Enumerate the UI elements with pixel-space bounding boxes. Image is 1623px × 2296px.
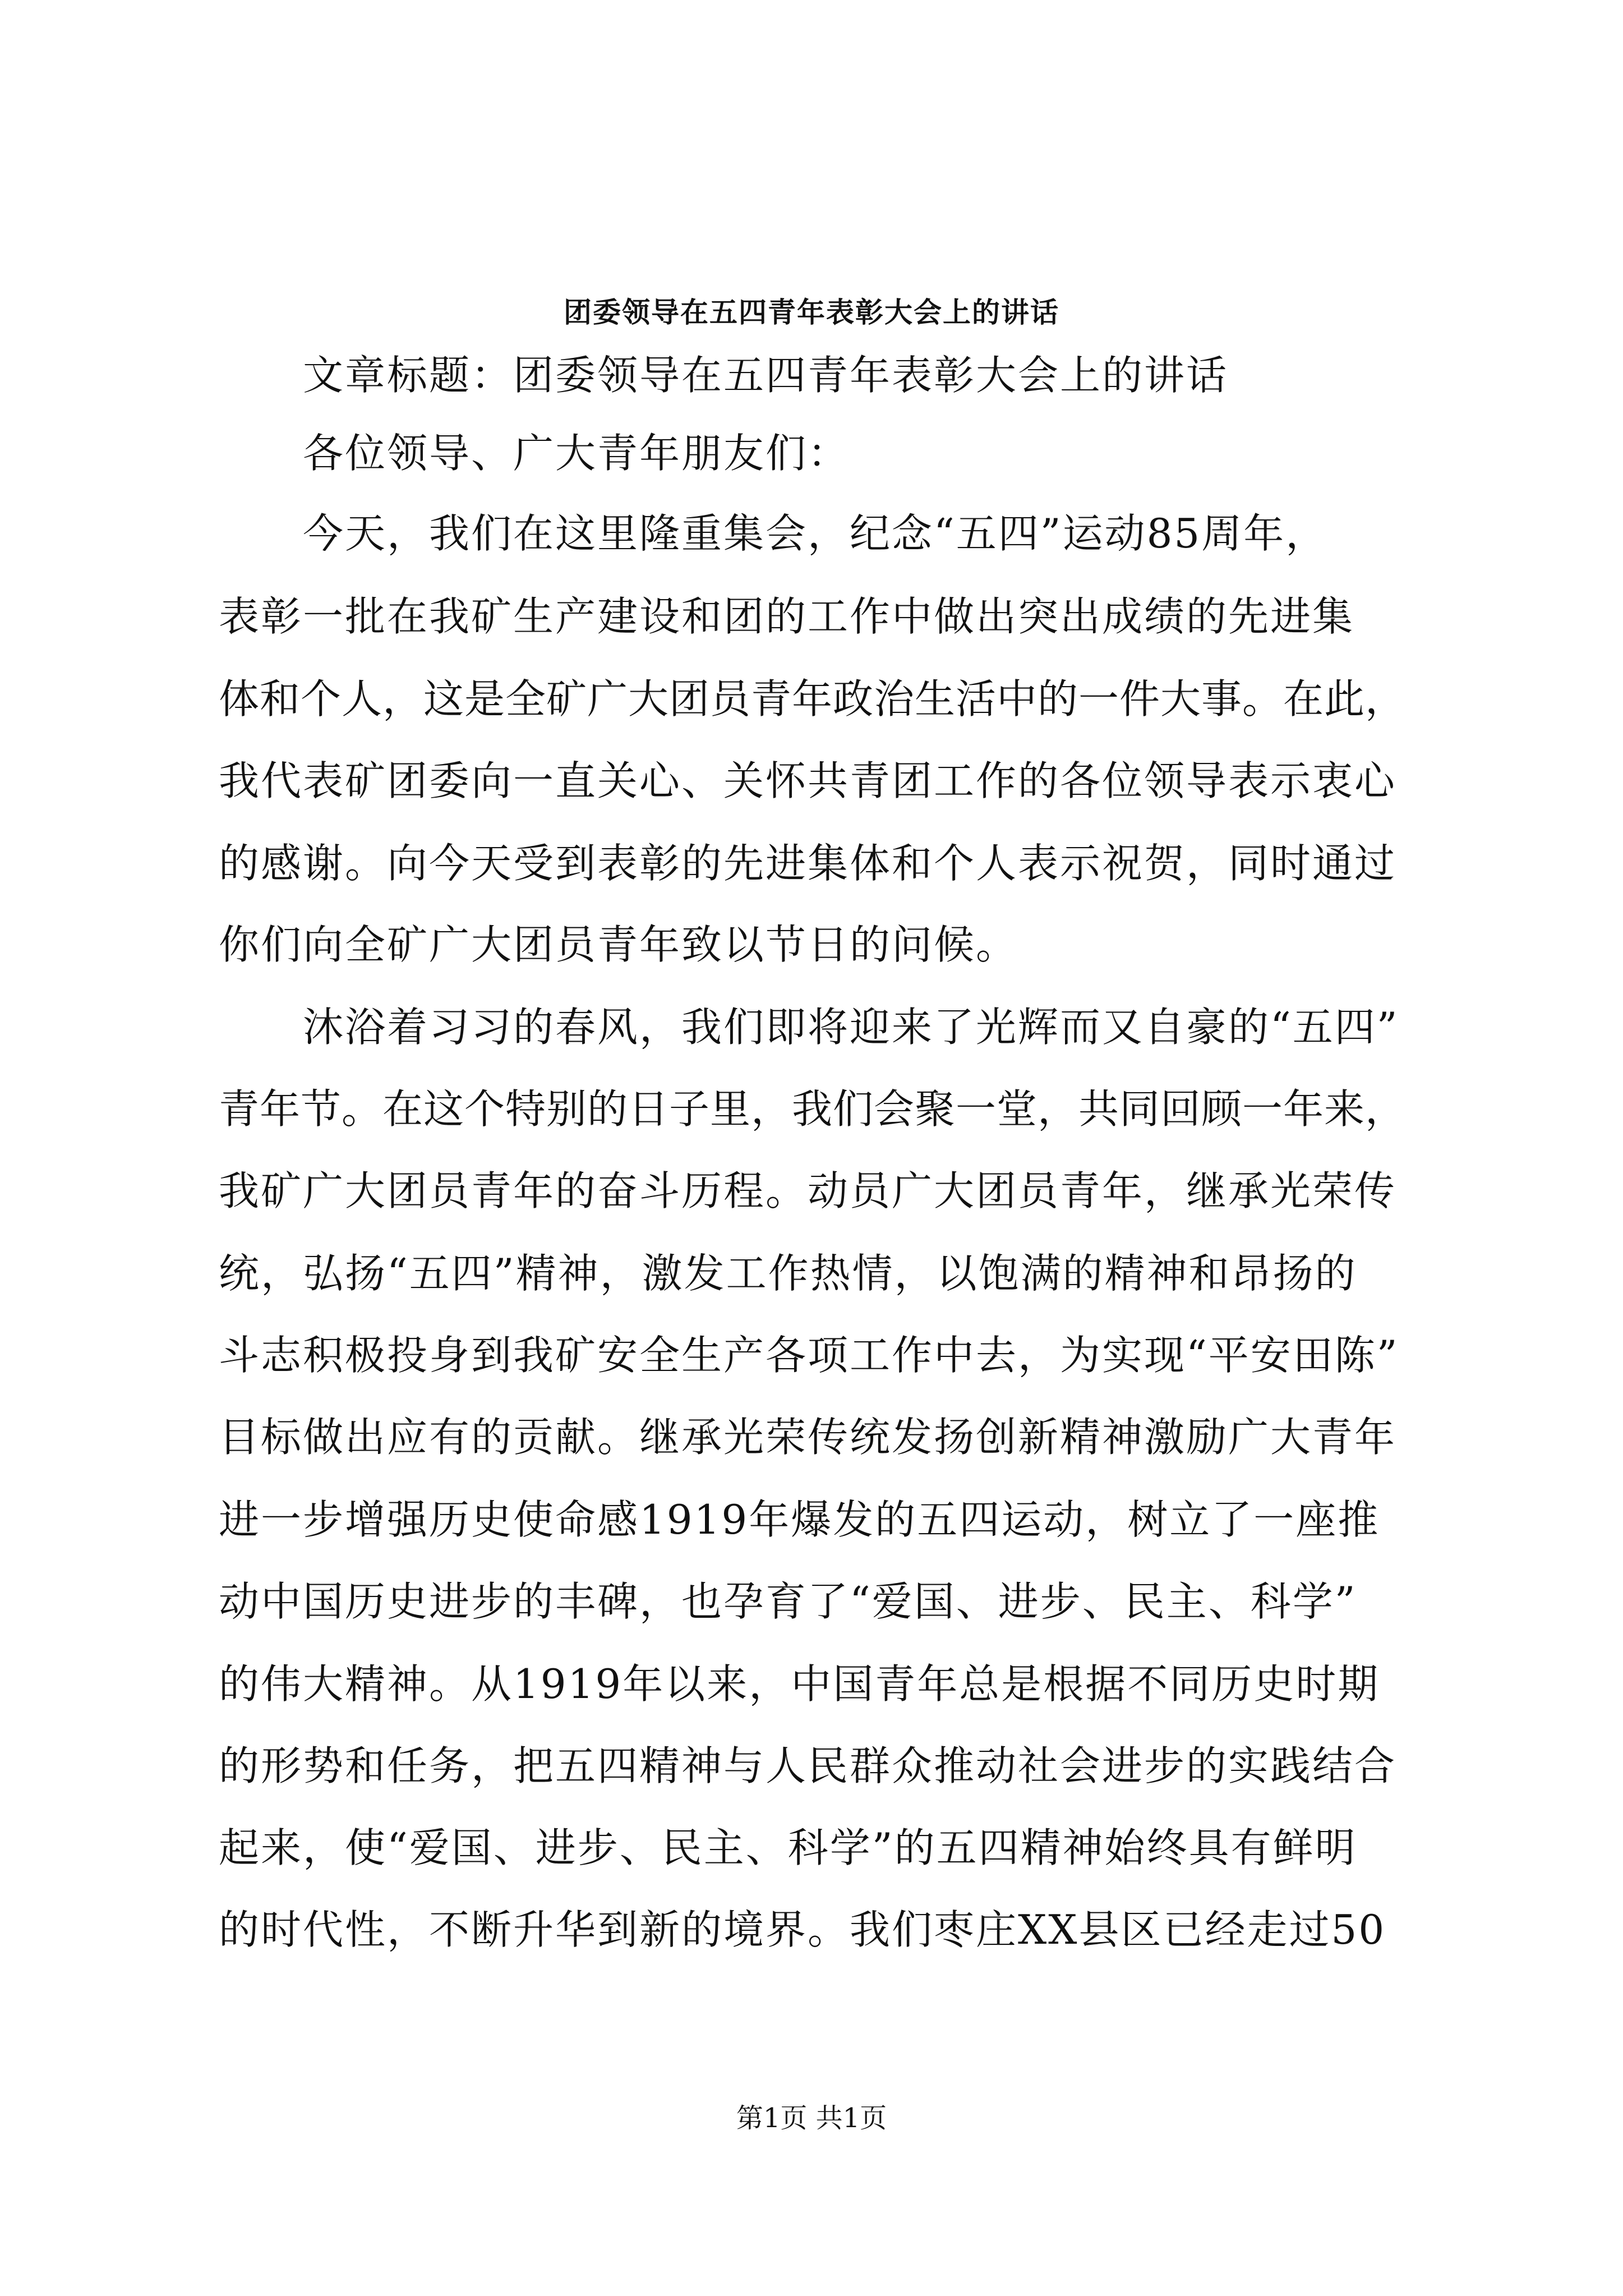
paragraph-line: 体和个人，这是全矿广大团员青年政治生活中的一件大事。在此， — [219, 675, 1407, 723]
paragraph-line: 的时代性，不断升华到新的境界。我们枣庄XX县区已经走过50 — [219, 1906, 1386, 1953]
paragraph-line: 目标做出应有的贡献。继承光荣传统发扬创新精神激励广大青年 — [219, 1414, 1397, 1461]
paragraph-line: 你们向全矿广大团员青年致以节日的问候。 — [219, 921, 1018, 968]
paragraph-line: 的感谢。向今天受到表彰的先进集体和个人表示祝贺，同时通过 — [219, 840, 1397, 887]
paragraph-line: 动中国历史进步的丰碑，也孕育了“爱国、进步、民主、科学” — [219, 1578, 1357, 1625]
paragraph-line: 起来，使“爱国、进步、民主、科学”的五四精神始终具有鲜明 — [219, 1824, 1357, 1871]
paragraph-line: 沐浴着习习的春风，我们即将迎来了光辉而又自豪的“五四” — [303, 1004, 1399, 1051]
page-footer: 第1页 共1页 — [736, 2102, 887, 2134]
paragraph-line: 的形势和任务，把五四精神与人民群众推动社会进步的实践结合 — [219, 1742, 1397, 1789]
paragraph-line: 进一步增强历史使命感1919年爆发的五四运动，树立了一座推 — [219, 1496, 1380, 1543]
paragraph-line: 斗志积极投身到我矿安全生产各项工作中去，为实现“平安田陈” — [219, 1332, 1399, 1379]
paragraph-line: 统，弘扬“五四”精神，激发工作热情，以饱满的精神和昂扬的 — [219, 1250, 1357, 1297]
paragraph-line: 我代表矿团委向一直关心、关怀共青团工作的各位领导表示衷心 — [219, 757, 1397, 804]
article-title-line: 文章标题：团委领导在五四青年表彰大会上的讲话 — [303, 352, 1229, 399]
document-title: 团委领导在五四青年表彰大会上的讲话 — [564, 296, 1059, 329]
paragraph-line: 青年节。在这个特别的日子里，我们会聚一堂，共同回顾一年来， — [219, 1085, 1407, 1133]
paragraph-line: 的伟大精神。从1919年以来，中国青年总是根据不同历史时期 — [219, 1660, 1380, 1708]
paragraph-line: 我矿广大团员青年的奋斗历程。动员广大团员青年，继承光荣传 — [219, 1167, 1397, 1214]
salutation-line: 各位领导、广大青年朋友们： — [303, 430, 850, 477]
paragraph-line: 今天，我们在这里隆重集会，纪念“五四”运动85周年， — [303, 510, 1328, 557]
paragraph-line: 表彰一批在我矿生产建设和团的工作中做出突出成绩的先进集 — [219, 593, 1355, 640]
